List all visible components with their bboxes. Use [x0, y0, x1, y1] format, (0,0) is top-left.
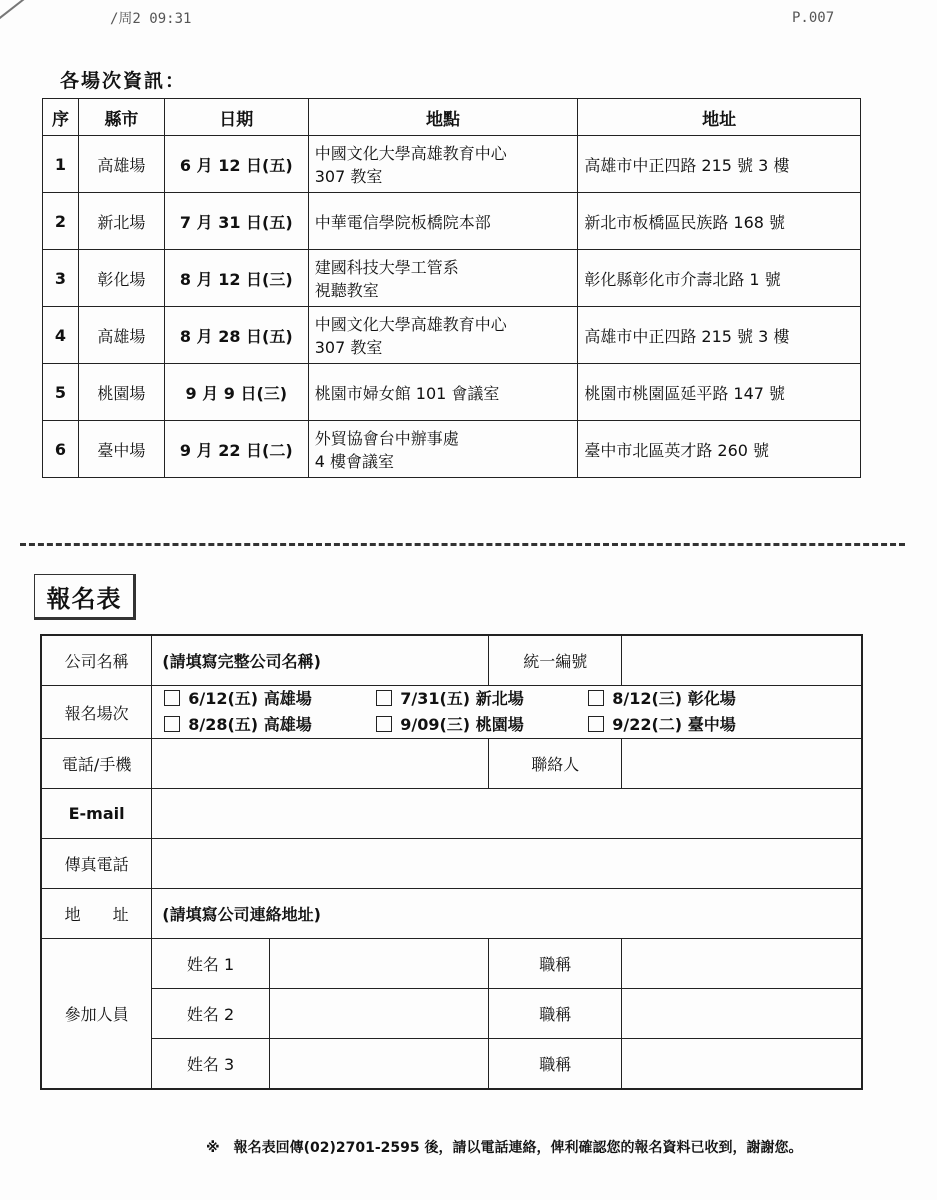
name-label: 姓名 2: [152, 989, 270, 1039]
row-date: 7 月 31 日(五): [164, 193, 308, 250]
row-date: 8 月 12 日(三): [164, 250, 308, 307]
row-date: 9 月 9 日(三): [164, 364, 308, 421]
session-option[interactable]: [588, 712, 800, 738]
table-row: [43, 193, 861, 250]
session-option-row: [164, 712, 851, 738]
email-label: E-mail: [41, 789, 152, 839]
row-no: 4: [43, 307, 79, 364]
table-row: [43, 250, 861, 307]
row-city: 臺中場: [78, 421, 164, 478]
row-place: [308, 364, 578, 421]
row-place: [308, 250, 578, 307]
name-field[interactable]: [269, 1039, 488, 1090]
place-line: 中華電信學院板橋院本部: [314, 212, 491, 232]
session-option-row: [164, 686, 851, 712]
address-field[interactable]: (請填寫公司連絡地址): [152, 889, 862, 939]
checkbox[interactable]: [588, 716, 604, 732]
fax-label: 傳真電話: [41, 839, 152, 889]
session-label: 報名場次: [41, 686, 152, 739]
row-city: 高雄場: [78, 136, 164, 193]
row-city: 高雄場: [78, 307, 164, 364]
session-option-label: 8/12(三) 彰化場: [612, 689, 736, 708]
company-field[interactable]: (請填寫完整公司名稱): [152, 635, 489, 686]
table-row: [43, 421, 861, 478]
row-no: 2: [43, 193, 79, 250]
session-option[interactable]: [588, 686, 800, 712]
tax-id-field[interactable]: [622, 635, 862, 686]
row-place: [308, 136, 578, 193]
form-row-email: [41, 789, 862, 839]
job-title-label: 職稱: [489, 1039, 622, 1090]
name-label-text: 姓名 1: [186, 955, 235, 974]
contact-label: 聯絡人: [489, 739, 622, 789]
form-row-fax: [41, 839, 862, 889]
place-line: 中國文化大學高雄教育中心: [314, 315, 507, 334]
row-no: 5: [43, 364, 79, 421]
row-address: 彰化縣彰化市介壽北路 1 號: [578, 250, 861, 307]
checkbox[interactable]: [164, 690, 180, 706]
job-title-field[interactable]: [622, 1039, 862, 1090]
row-city: 彰化場: [78, 250, 164, 307]
job-title-label: 職稱: [489, 989, 622, 1039]
form-row-attendee: [41, 989, 862, 1039]
row-date: 9 月 22 日(二): [164, 421, 308, 478]
col-header-place: 地點: [308, 99, 578, 136]
checkbox[interactable]: [376, 716, 392, 732]
session-option-label: 9/09(三) 桃園場: [400, 715, 524, 734]
place-line: 建國科技大學工管系: [314, 258, 459, 277]
form-row-company: [41, 635, 862, 686]
session-option[interactable]: [376, 712, 588, 738]
session-option[interactable]: [164, 712, 376, 738]
session-option[interactable]: [164, 686, 376, 712]
session-option-label: 7/31(五) 新北場: [400, 689, 524, 708]
col-header-no: 序: [43, 99, 79, 136]
place-line: 桃園市婦女館 101 會議室: [314, 383, 500, 403]
row-address: 新北市板橋區民族路 168 號: [578, 193, 861, 250]
row-address: 高雄市中正四路 215 號 3 樓: [578, 307, 861, 364]
place-line: 中國文化大學高雄教育中心: [314, 144, 507, 163]
session-option-label: 6/12(五) 高雄場: [188, 689, 312, 708]
footer-note: ※ 報名表回傳(02)2701-2595 後，請以電話連絡，俾利確認您的報名資料已收到，謝謝您。: [206, 1140, 803, 1156]
contact-field[interactable]: [622, 739, 862, 789]
session-option-label: 8/28(五) 高雄場: [188, 715, 312, 734]
col-header-date: 日期: [164, 99, 308, 136]
attendees-label: 參加人員: [41, 939, 152, 1090]
form-row-address: [41, 889, 862, 939]
row-city: 桃園場: [78, 364, 164, 421]
session-options: [152, 686, 862, 739]
address-label: 地 址: [41, 889, 152, 939]
fax-timestamp: /周2 09:31: [110, 11, 192, 27]
row-place: [308, 193, 578, 250]
row-date: 8 月 28 日(五): [164, 307, 308, 364]
schedule-header-row: [43, 99, 861, 136]
table-row: [43, 307, 861, 364]
checkbox[interactable]: [164, 716, 180, 732]
schedule-title: 各場次資訊：: [60, 70, 187, 92]
cut-line-divider: [20, 543, 905, 546]
col-header-city: 縣市: [78, 99, 164, 136]
row-no: 1: [43, 136, 79, 193]
place-line: 外貿協會台中辦事處: [314, 429, 459, 448]
job-title-field[interactable]: [622, 939, 862, 989]
fax-field[interactable]: [152, 839, 862, 889]
row-place: [308, 307, 578, 364]
name-field[interactable]: [269, 939, 488, 989]
place-line: 4 樓會議室: [314, 452, 394, 471]
form-row-attendee: [41, 1039, 862, 1090]
form-row-attendee: [41, 939, 862, 989]
row-place: [308, 421, 578, 478]
row-address: 臺中市北區英才路 260 號: [578, 421, 861, 478]
email-field[interactable]: [152, 789, 862, 839]
checkbox[interactable]: [376, 690, 392, 706]
row-no: 3: [43, 250, 79, 307]
job-title-field[interactable]: [622, 989, 862, 1039]
name-field[interactable]: [269, 989, 488, 1039]
row-date: 6 月 12 日(五): [164, 136, 308, 193]
table-row: [43, 136, 861, 193]
registration-form: [40, 634, 863, 1090]
form-row-phone: [41, 739, 862, 789]
tax-id-label: 統一編號: [489, 635, 622, 686]
table-row: [43, 364, 861, 421]
schedule-table: [42, 98, 861, 478]
place-line: 307 教室: [314, 338, 383, 357]
session-option-label: 9/22(二) 臺中場: [612, 715, 736, 734]
phone-label: 電話/手機: [41, 739, 152, 789]
fax-page-number: P.007: [792, 10, 835, 26]
session-option[interactable]: [376, 686, 588, 712]
company-label: 公司名稱: [41, 635, 152, 686]
form-row-session: [41, 686, 862, 739]
checkbox[interactable]: [588, 690, 604, 706]
name-label: [152, 939, 270, 989]
row-address: 高雄市中正四路 215 號 3 樓: [578, 136, 861, 193]
row-city: 新北場: [78, 193, 164, 250]
place-line: 視聽教室: [314, 281, 379, 300]
job-title-label: 職稱: [489, 939, 622, 989]
row-no: 6: [43, 421, 79, 478]
name-label: 姓名 3: [152, 1039, 270, 1090]
place-line: 307 教室: [314, 167, 383, 186]
col-header-address: 地址: [578, 99, 861, 136]
phone-field[interactable]: [152, 739, 489, 789]
registration-form-title: 報名表: [34, 574, 136, 620]
row-address: 桃園市桃園區延平路 147 號: [578, 364, 861, 421]
